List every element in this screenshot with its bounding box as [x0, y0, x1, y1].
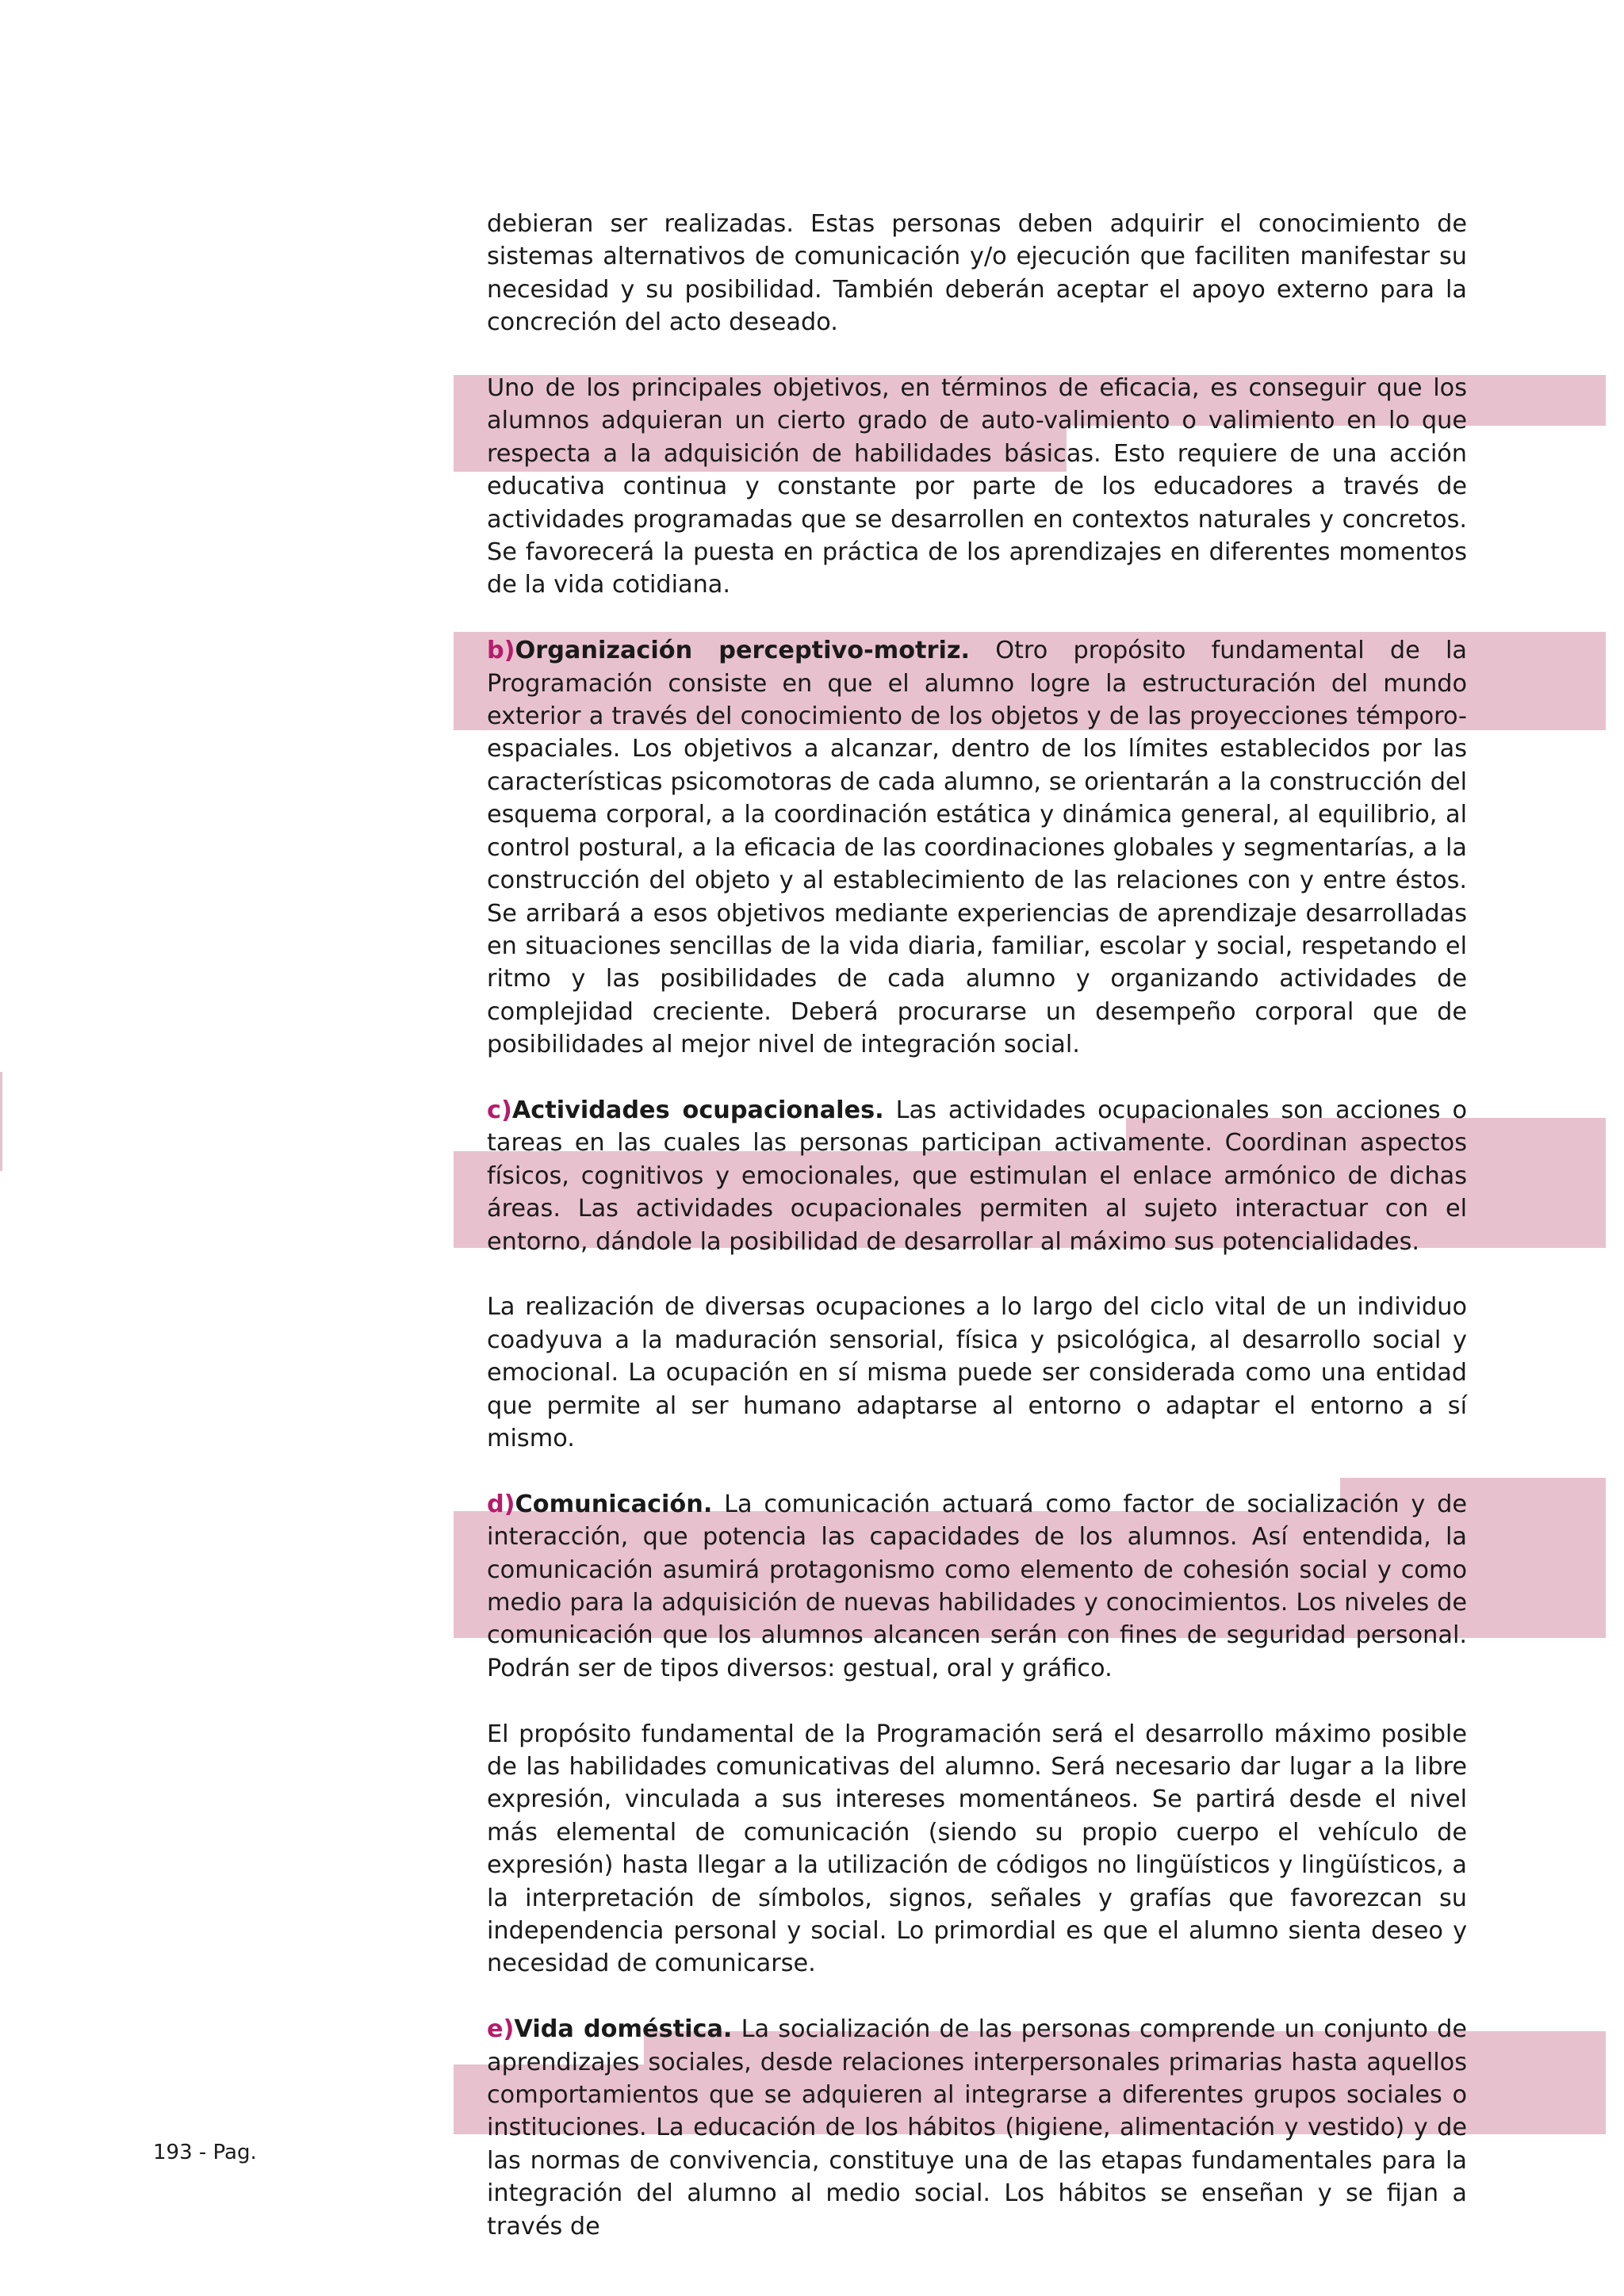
section-e-label: e)	[487, 2015, 515, 2044]
text-column	[487, 208, 1467, 2275]
section-d-heading: Comunicación.	[515, 1490, 713, 1518]
section-b	[487, 634, 1467, 1061]
section-b-text: Otro propósito fundamental de la Programación consiste en que el alumno logre la estructuración del mundo exterior a través del conocimiento de los objetos y de las proyecciones témporo-espaciales. Los objetivos a alcanzar, dentro de los límites establecidos por las características psicomotoras de cada alumno, se orientarán a la construcción del esquema corporal, a la coordinación estática y dinámica general, al equilibrio, al control postural, a la eficacia de las coordinaciones globales y segmentarías, a la construcción del objeto y al establecimiento de las relaciones con y entre éstos. Se arribará a esos objetivos mediante experiencias de aprendizaje desarrolladas en situaciones sencillas de la vida diaria, familiar, escolar y social, respetando el ritmo y las posibilidades de cada alumno y organizando actividades de complejidad creciente. Deberá procurarse un desempeño corporal que de posibilidades al mejor nivel de integración social.	[487, 637, 1467, 1059]
section-c-heading: Actividades ocupacionales.	[511, 1096, 884, 1124]
paragraph-2: Uno de los principales objetivos, en términos de eficacia, es conseguir que los alumnos adquieran un cierto grado de auto-valimiento o valimiento en lo que respecta a la adquisición de habilidades básicas. Esto requiere de una acción educativa continua y constante por parte de los educadores a través de actividades programadas que se desarrollen en contextos naturales y concretos. Se favorecerá la puesta en práctica de los aprendizajes en diferentes momentos de la vida cotidiana.	[487, 374, 1467, 599]
edge-mark	[0, 1072, 2, 1171]
paragraph-1: debieran ser realizadas. Estas personas deben adquirir el conocimiento de sistemas alternativos de comunicación y/o ejecución que faciliten manifestar su necesidad y su posibilidad. También deberán aceptar el apoyo externo para la concreción del acto deseado.	[487, 210, 1467, 337]
section-e-heading: Vida doméstica.	[514, 2015, 733, 2044]
section-c-label: c)	[487, 1096, 512, 1124]
section-c	[487, 1094, 1467, 1258]
section-b-label: b)	[487, 637, 515, 665]
section-d	[487, 1488, 1467, 1685]
section-d-text: La comunicación actuará como factor de socialización y de interacción, que potencia las capacidades de los alumnos. Así entendida, la comunicación asumirá protagonismo como elemento de cohesión social y como medio para la adquisición de nuevas habilidades y conocimientos. Los niveles de comunicación que los alumnos alcancen serán con fines de seguridad personal. Podrán ser de tipos diversos: gestual, oral y gráfico.	[487, 1490, 1467, 1682]
section-e-text: La socialización de las personas comprende un conjunto de aprendizajes sociales, desde relaciones interpersonales primarias hasta aquellos comportamientos que se adquieren al integrarse a diferentes grupos sociales o instituciones. La educación de los hábitos (higiene, alimentación y vestido) y de las normas de convivencia, constituye una de las etapas fundamentales para la integración del alumno al medio social. Los hábitos se enseñan y se fijan a través de	[487, 2015, 1467, 2241]
section-e	[487, 2013, 1467, 2243]
section-d-label: d)	[487, 1490, 515, 1518]
paragraph-5: La realización de diversas ocupaciones a lo largo del ciclo vital de un individuo coadyuva a la maduración sensorial, física y psicológica, al desarrollo social y emocional. La ocupación en sí misma puede ser considerada como una entidad que permite al ser humano adaptarse al entorno o adaptar el entorno a sí mismo.	[487, 1293, 1467, 1452]
paragraph-7: El propósito fundamental de la Programación será el desarrollo máximo posible de las habilidades comunicativas del alumno. Será necesario dar lugar a la libre expresión, vinculada a sus intereses momentáneos. Se partirá desde el nivel más elemental de comunicación (siendo su propio cuerpo el vehículo de expresión) hasta llegar a la utilización de códigos no lingüísticos y lingüísticos, a la interpretación de símbolos, signos, señales y grafías que favorezcan su independencia personal y social. Lo primordial es que el alumno sienta deseo y necesidad de comunicarse.	[487, 1720, 1467, 1978]
section-c-text: Las actividades ocupacionales son acciones o tareas en las cuales las personas participan activamente. Coordinan aspectos físicos, cognitivos y emocionales, que estimulan el enlace armónico de dichas áreas. Las actividades ocupacionales permiten al sujeto interactuar con el entorno, dándole la posibilidad de desarrollar al máximo sus potencialidades.	[487, 1096, 1467, 1256]
section-b-heading: Organización perceptivo-motriz.	[515, 637, 970, 665]
page-number: 193 - Pag.	[153, 2141, 257, 2164]
